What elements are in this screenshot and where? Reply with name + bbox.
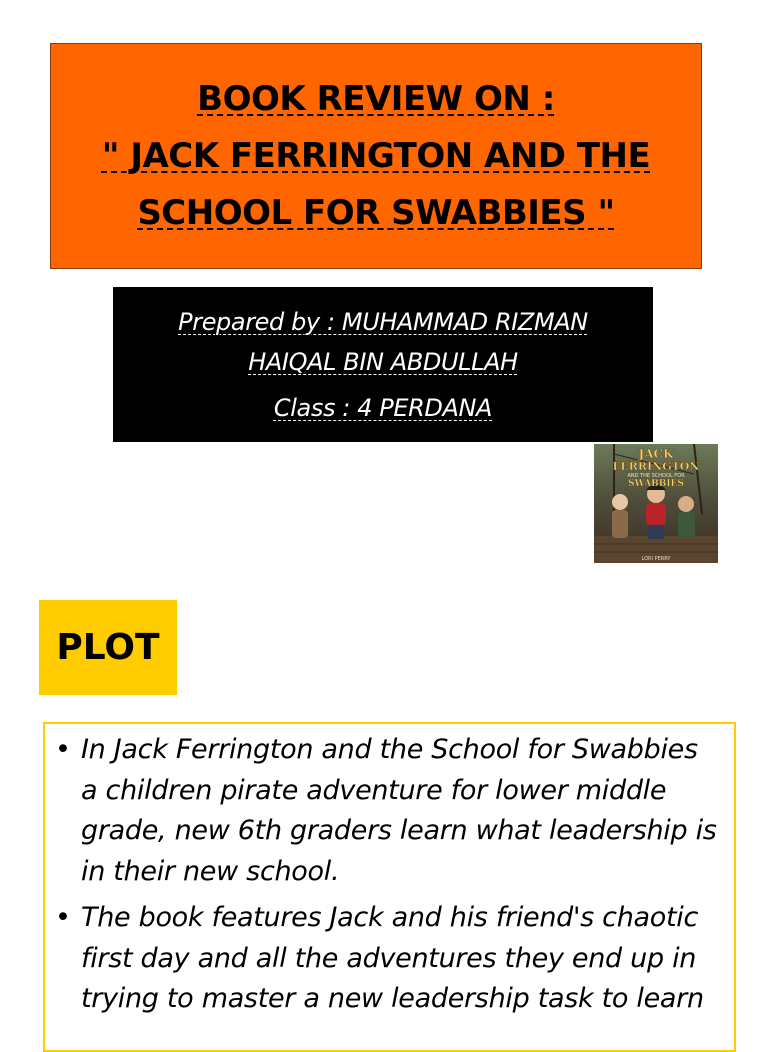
title-box	[50, 43, 702, 269]
cover-title-4: SWABBIES	[628, 479, 684, 489]
book-cover-image	[594, 444, 718, 563]
bullet-dot-icon: •	[55, 734, 71, 765]
title-line-1: BOOK REVIEW ON :	[197, 78, 555, 119]
prepared-by-box	[113, 287, 653, 442]
prepared-by-line-2: HAIQAL BIN ABDULLAH	[248, 347, 518, 376]
cover-author: LORI PERRY	[641, 556, 671, 562]
class-line: Class : 4 PERDANA	[273, 393, 493, 422]
plot-bullet	[45, 898, 720, 1020]
title-line-3: SCHOOL FOR SWABBIES "	[137, 192, 615, 233]
cover-title-2: FERRINGTON	[612, 460, 700, 473]
cover-title-3: AND THE SCHOOL FOR	[627, 473, 685, 479]
plot-heading-box	[39, 600, 177, 695]
title-line-2: " JACK FERRINGTON AND THE	[101, 135, 651, 176]
plot-bullet-list	[45, 724, 734, 1020]
plot-bullet-text: In Jack Ferrington and the School for Swabbies a children pirate adventure for lower middle grade, new 6th graders learn what leadership is in their new school.	[81, 734, 717, 887]
bullet-dot-icon: •	[55, 902, 71, 933]
book-cover-illustration	[594, 444, 718, 563]
plot-content-box	[43, 722, 736, 1052]
plot-heading: PLOT	[56, 627, 160, 668]
plot-bullet-text: The book features Jack and his friend's chaotic first day and all the adventures they end up in trying to master a new leadership task to learn	[81, 902, 704, 1014]
prepared-by-line-1: Prepared by : MUHAMMAD RIZMAN	[178, 307, 588, 336]
plot-bullet	[45, 730, 720, 892]
cover-title-1: JACK	[638, 447, 674, 461]
